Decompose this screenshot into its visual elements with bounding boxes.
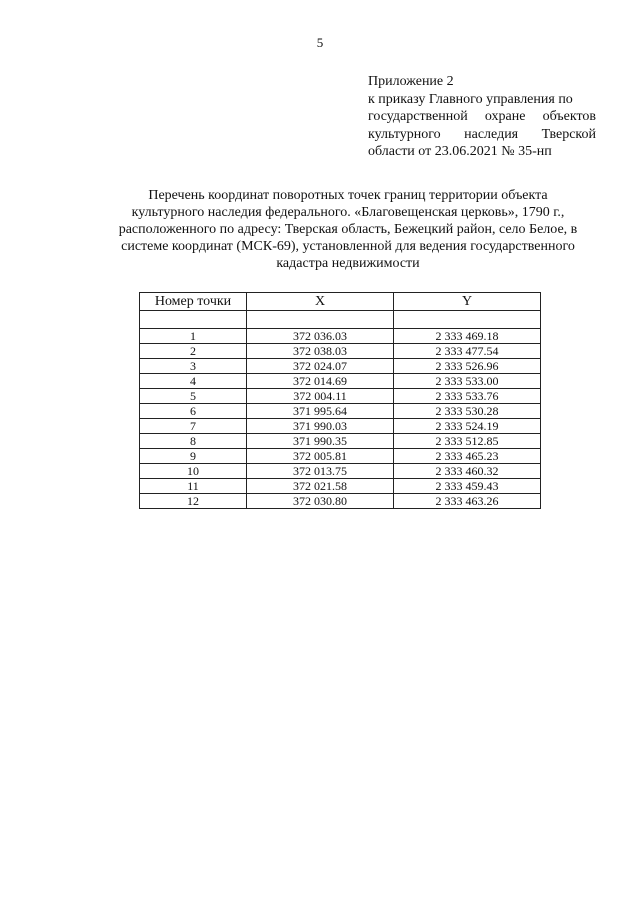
table-row (140, 329, 541, 344)
x-coordinate-cell: 372 013.75 (247, 464, 394, 479)
x-coordinate-cell: 372 030.80 (247, 494, 394, 509)
x-coordinate-cell: 371 990.35 (247, 434, 394, 449)
x-coordinate-cell: 372 038.03 (247, 344, 394, 359)
y-coordinate-cell: 2 333 477.54 (394, 344, 541, 359)
y-coordinate-cell: 2 333 460.32 (394, 464, 541, 479)
y-coordinate-cell: 2 333 533.76 (394, 389, 541, 404)
page-number: 5 (316, 35, 324, 50)
table-row (140, 419, 541, 434)
appendix-line: культурного наследия Тверской (368, 126, 596, 142)
y-coordinate-cell: 2 333 524.19 (394, 419, 541, 434)
appendix-line: государственной охране объектов (368, 109, 596, 124)
y-coordinate-cell: 2 333 463.26 (394, 494, 541, 509)
point-number-cell: 11 (140, 479, 247, 494)
x-coordinate-cell: 372 005.81 (247, 449, 394, 464)
point-number-cell: 4 (140, 374, 247, 389)
empty-cell (247, 311, 394, 329)
x-coordinate-cell: 372 021.58 (247, 479, 394, 494)
x-coordinate-cell: 372 004.11 (247, 389, 394, 404)
point-number-cell: 9 (140, 449, 247, 464)
coordinates-table (139, 292, 541, 509)
table-row (140, 479, 541, 494)
table-row (140, 404, 541, 419)
appendix-line: к приказу Главного управления по (368, 91, 573, 107)
point-number-cell: 8 (140, 434, 247, 449)
column-header-y: Y (394, 293, 541, 311)
column-header-x: X (247, 293, 394, 311)
table-row (140, 434, 541, 449)
x-coordinate-cell: 371 995.64 (247, 404, 394, 419)
table-body (140, 311, 541, 509)
x-coordinate-cell: 372 014.69 (247, 374, 394, 389)
title-line: Перечень координат поворотных точек границ территории объекта (148, 188, 548, 203)
column-header-point-number: Номер точки (140, 293, 247, 311)
y-coordinate-cell: 2 333 459.43 (394, 479, 541, 494)
y-coordinate-cell: 2 333 530.28 (394, 404, 541, 419)
point-number-cell: 7 (140, 419, 247, 434)
empty-row (140, 311, 541, 329)
table-row (140, 389, 541, 404)
point-number-cell: 12 (140, 494, 247, 509)
table-row (140, 494, 541, 509)
title-line: расположенного по адресу: Тверская область, Бежецкий район, село Белое, в (118, 222, 578, 237)
y-coordinate-cell: 2 333 526.96 (394, 359, 541, 374)
table-row (140, 464, 541, 479)
point-number-cell: 3 (140, 359, 247, 374)
appendix-line: Приложение 2 (368, 74, 454, 89)
y-coordinate-cell: 2 333 533.00 (394, 374, 541, 389)
y-coordinate-cell: 2 333 465.23 (394, 449, 541, 464)
x-coordinate-cell: 372 036.03 (247, 329, 394, 344)
table-row (140, 449, 541, 464)
table-header-row (140, 293, 541, 311)
appendix-line: области от 23.06.2021 № 35-нп (368, 144, 552, 159)
title-line: системе координат (МСК-69), установленной для ведения государственного (121, 239, 575, 254)
table-row (140, 359, 541, 374)
point-number-cell: 6 (140, 404, 247, 419)
x-coordinate-cell: 372 024.07 (247, 359, 394, 374)
title-line: кадастра недвижимости (276, 256, 420, 271)
point-number-cell: 10 (140, 464, 247, 479)
empty-cell (394, 311, 541, 329)
x-coordinate-cell: 371 990.03 (247, 419, 394, 434)
appendix-block (368, 73, 596, 161)
table-row (140, 344, 541, 359)
y-coordinate-cell: 2 333 512.85 (394, 434, 541, 449)
y-coordinate-cell: 2 333 469.18 (394, 329, 541, 344)
table-row (140, 374, 541, 389)
title-line: культурного наследия федерального. «Благовещенская церковь», 1790 г., (131, 205, 565, 220)
point-number-cell: 1 (140, 329, 247, 344)
document-title (98, 187, 598, 272)
empty-cell (140, 311, 247, 329)
point-number-cell: 2 (140, 344, 247, 359)
point-number-cell: 5 (140, 389, 247, 404)
